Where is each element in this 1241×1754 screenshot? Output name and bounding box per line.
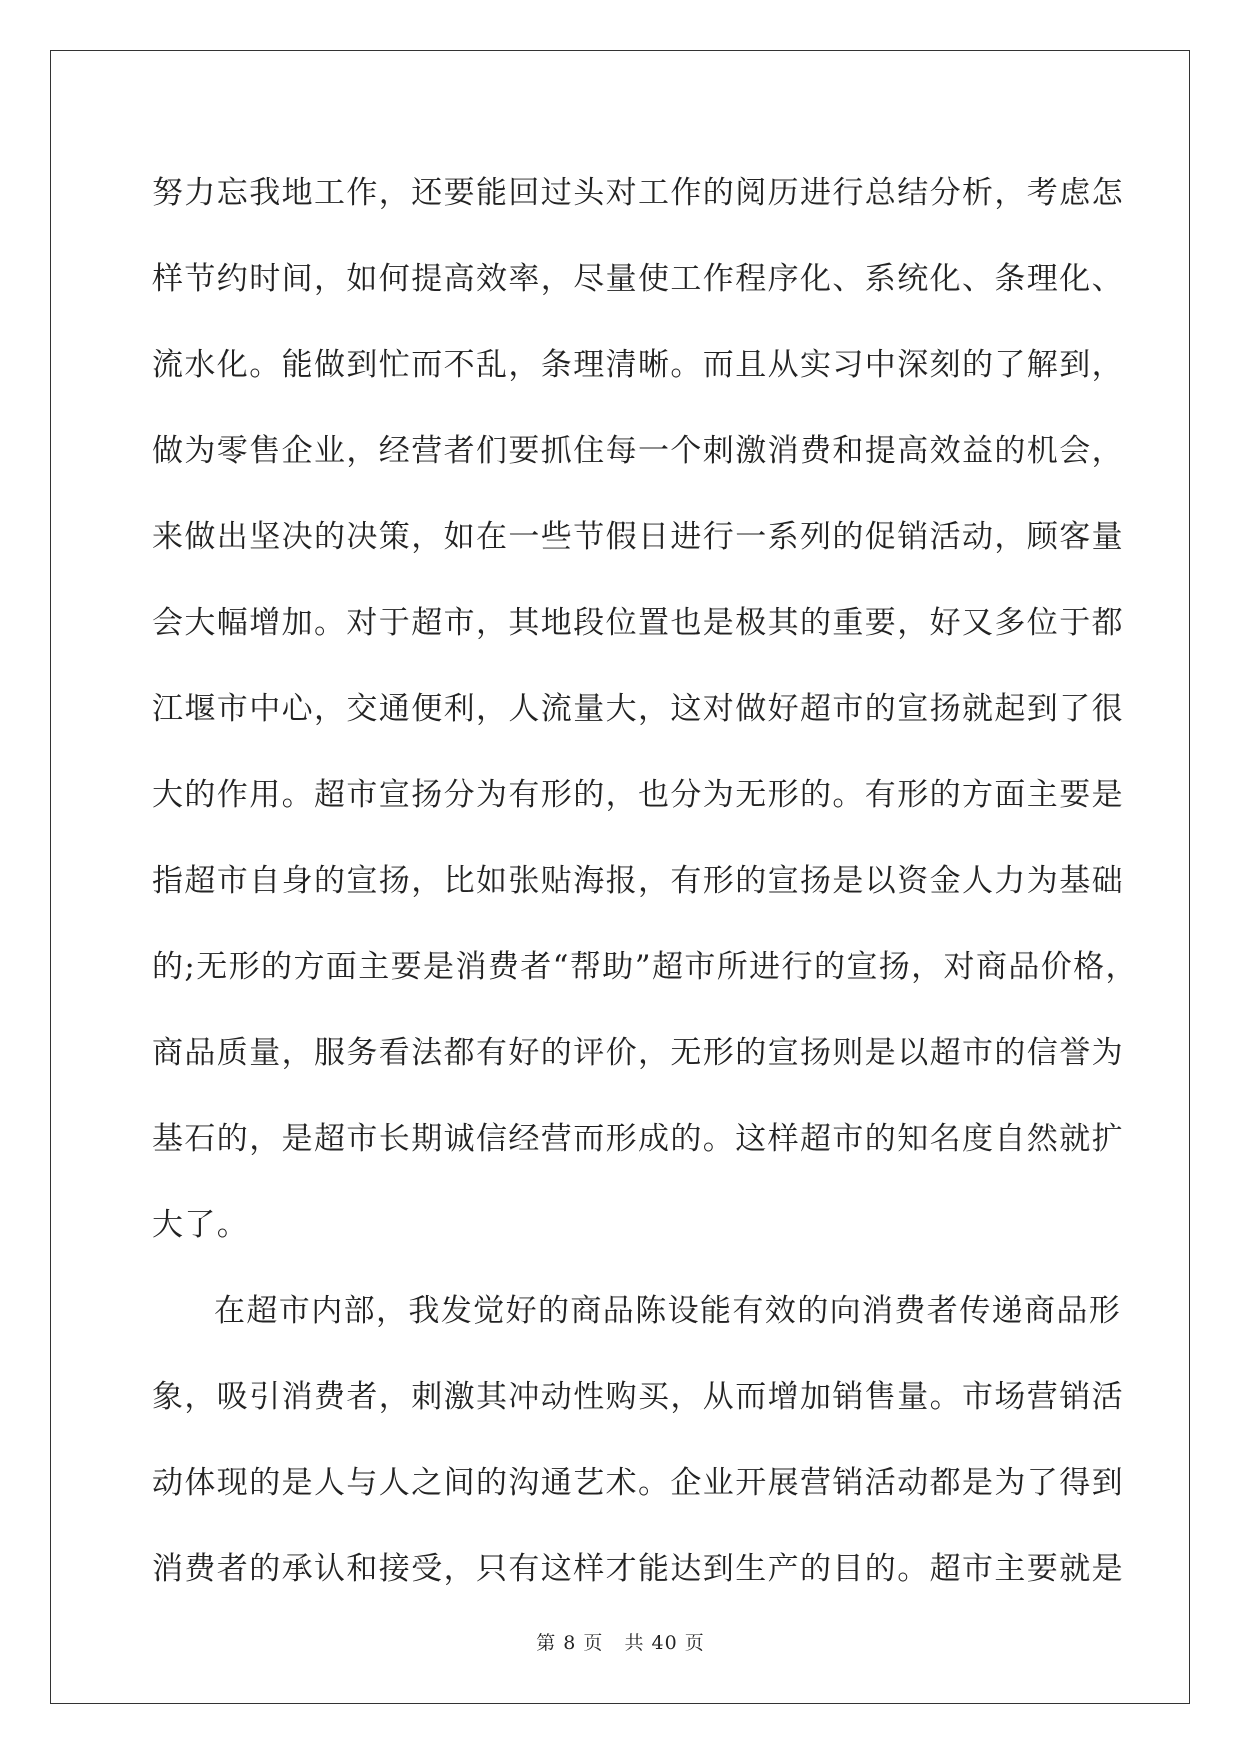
document-body [152, 150, 1138, 1612]
text-line: 做为零售企业，经营者们要抓住每一个刺激消费和提高效益的机会， [152, 433, 1124, 469]
text-line: 大了。 [152, 1207, 250, 1243]
text-line: 动体现的是人与人之间的沟通艺术。企业开展营销活动都是为了得到 [152, 1465, 1124, 1501]
page-total: 共 40 页 [624, 1632, 705, 1654]
text-line: 象，吸引消费者，刺激其冲动性购买，从而增加销售量。市场营销活 [152, 1379, 1124, 1415]
text-line: 商品质量，服务看法都有好的评价，无形的宣扬则是以超市的信誉为 [152, 1035, 1124, 1071]
text-line: 努力忘我地工作，还要能回过头对工作的阅历进行总结分析，考虑怎 [152, 175, 1124, 211]
paragraph-1 [152, 150, 1138, 1268]
text-line: 江堰市中心，交通便利，人流量大，这对做好超市的宣扬就起到了很 [152, 691, 1124, 727]
text-line: 流水化。能做到忙而不乱，条理清晰。而且从实习中深刻的了解到， [152, 347, 1124, 383]
page-number: 第 8 页 [536, 1632, 604, 1654]
paragraph-2 [152, 1268, 1124, 1612]
text-line: 大的作用。超市宣扬分为有形的，也分为无形的。有形的方面主要是 [152, 777, 1124, 813]
page-footer [0, 1628, 1241, 1655]
text-line: 的;无形的方面主要是消费者“帮助”超市所进行的宣扬，对商品价格， [152, 949, 1138, 985]
text-line: 在超市内部，我发觉好的商品陈设能有效的向消费者传递商品形 [214, 1293, 1122, 1329]
text-line: 会大幅增加。对于超市，其地段位置也是极其的重要，好又多位于都 [152, 605, 1124, 641]
text-line: 样节约时间，如何提高效率，尽量使工作程序化、系统化、条理化、 [152, 261, 1124, 297]
text-line: 来做出坚决的决策，如在一些节假日进行一系列的促销活动，顾客量 [152, 519, 1124, 555]
text-line: 指超市自身的宣扬，比如张贴海报，有形的宣扬是以资金人力为基础 [152, 863, 1124, 899]
text-line: 基石的，是超市长期诚信经营而形成的。这样超市的知名度自然就扩 [152, 1121, 1124, 1157]
text-line: 消费者的承认和接受，只有这样才能达到生产的目的。超市主要就是 [152, 1551, 1124, 1587]
